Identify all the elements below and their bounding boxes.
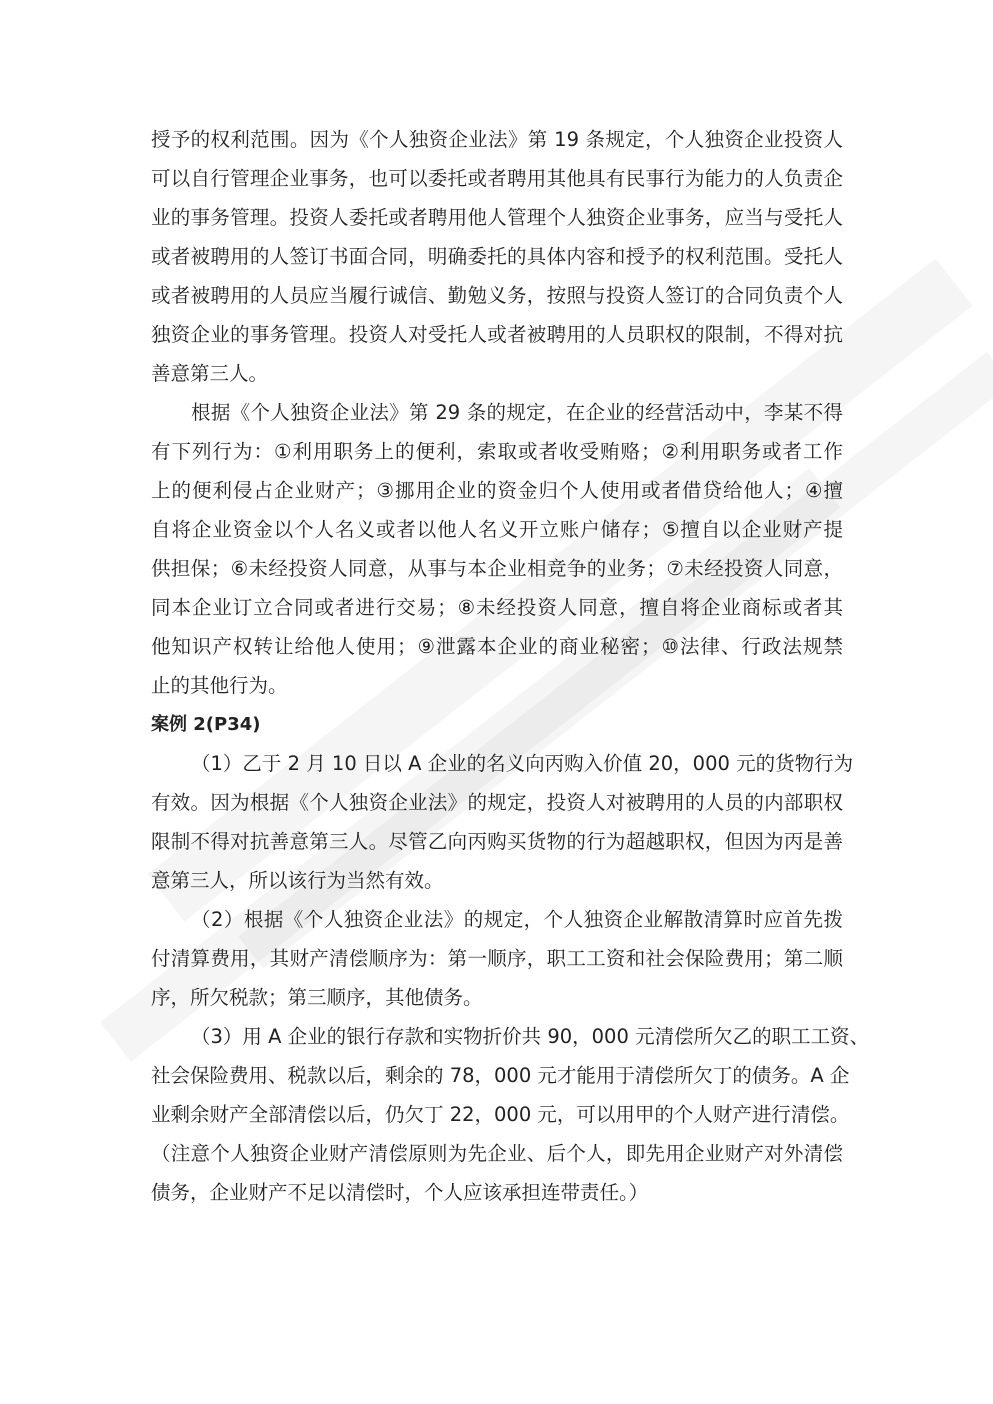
text-line: 业的事务管理。投资人委托或者聘用他人管理个人独资企业事务，应当与受托人	[151, 206, 843, 229]
watermark-band	[148, 259, 973, 922]
text-line: 供担保；⑥未经投资人同意，从事与本企业相竞争的业务；⑦未经投资人同意，	[151, 557, 843, 580]
text-line: （2）根据《个人独资企业法》的规定，个人独资企业解散清算时应首先拨	[191, 908, 843, 931]
text-line: 可以自行管理企业事务，也可以委托或者聘用其他具有民事行为能力的人负责企	[151, 167, 843, 190]
text-line: 有效。因为根据《个人独资企业法》的规定，投资人对被聘用的人员的内部职权	[151, 791, 843, 814]
text-line: 意第三人，所以该行为当然有效。	[151, 869, 444, 892]
text-line: 善意第三人。	[151, 362, 269, 385]
text-line: 独资企业的事务管理。投资人对受托人或者被聘用的人员职权的限制，不得对抗	[151, 323, 843, 346]
text-line: 限制不得对抗善意第三人。尽管乙向丙购买货物的行为超越职权，但因为丙是善	[151, 830, 843, 853]
text-line: （1）乙于 2 月 10 日以 A 企业的名义向丙购入价值 20，000 元的货物行为	[191, 752, 854, 775]
text-line: 同本企业订立合同或者进行交易；⑧未经投资人同意，擅自将企业商标或者其	[151, 596, 843, 619]
text-line: 止的其他行为。	[151, 674, 288, 697]
text-line: （3）用 A 企业的银行存款和实物折价共 90，000 元清偿所欠乙的职工工资、	[191, 1025, 870, 1048]
text-line: 自将企业资金以个人名义或者以他人名义开立账户储存；⑤擅自以企业财产提	[151, 518, 843, 541]
text-line: 根据《个人独资企业法》第 29 条的规定，在企业的经营活动中，李某不得	[191, 401, 843, 424]
text-line: 他知识产权转让给他人使用；⑨泄露本企业的商业秘密；⑩法律、行政法规禁	[151, 635, 843, 658]
text-line: 或者被聘用的人员应当履行诚信、勤勉义务，按照与投资人签订的合同负责个人	[151, 284, 843, 307]
text-line: 序，所欠税款；第三顺序，其他债务。	[151, 986, 483, 1009]
text-line: 付清算费用，其财产清偿顺序为：第一顺序，职工工资和社会保险费用；第二顺	[151, 947, 843, 970]
text-line: 社会保险费用、税款以后，剩余的 78，000 元才能用于清偿所欠丁的债务。A 企	[151, 1064, 850, 1087]
text-line: 授予的权利范围。因为《个人独资企业法》第 19 条规定，个人独资企业投资人	[151, 128, 843, 151]
text-line: 或者被聘用的人签订书面合同，明确委托的具体内容和授予的权利范围。受托人	[151, 245, 843, 268]
section-heading: 案例 2(P34)	[151, 714, 261, 735]
text-line: 有下列行为：①利用职务上的便利，索取或者收受贿赂；②利用职务或者工作	[151, 440, 843, 463]
text-line: 上的便利侵占企业财产；③挪用企业的资金归个人使用或者借贷给他人；④擅	[151, 479, 843, 502]
text-line: 债务，企业财产不足以清偿时，个人应该承担连带责任。）	[151, 1181, 649, 1204]
text-line: （注意个人独资企业财产清偿原则为先企业、后个人，即先用企业财产对外清偿	[151, 1142, 843, 1165]
text-line: 业剩余财产全部清偿以后，仍欠丁 22，000 元，可以用甲的个人财产进行清偿。	[151, 1103, 850, 1126]
